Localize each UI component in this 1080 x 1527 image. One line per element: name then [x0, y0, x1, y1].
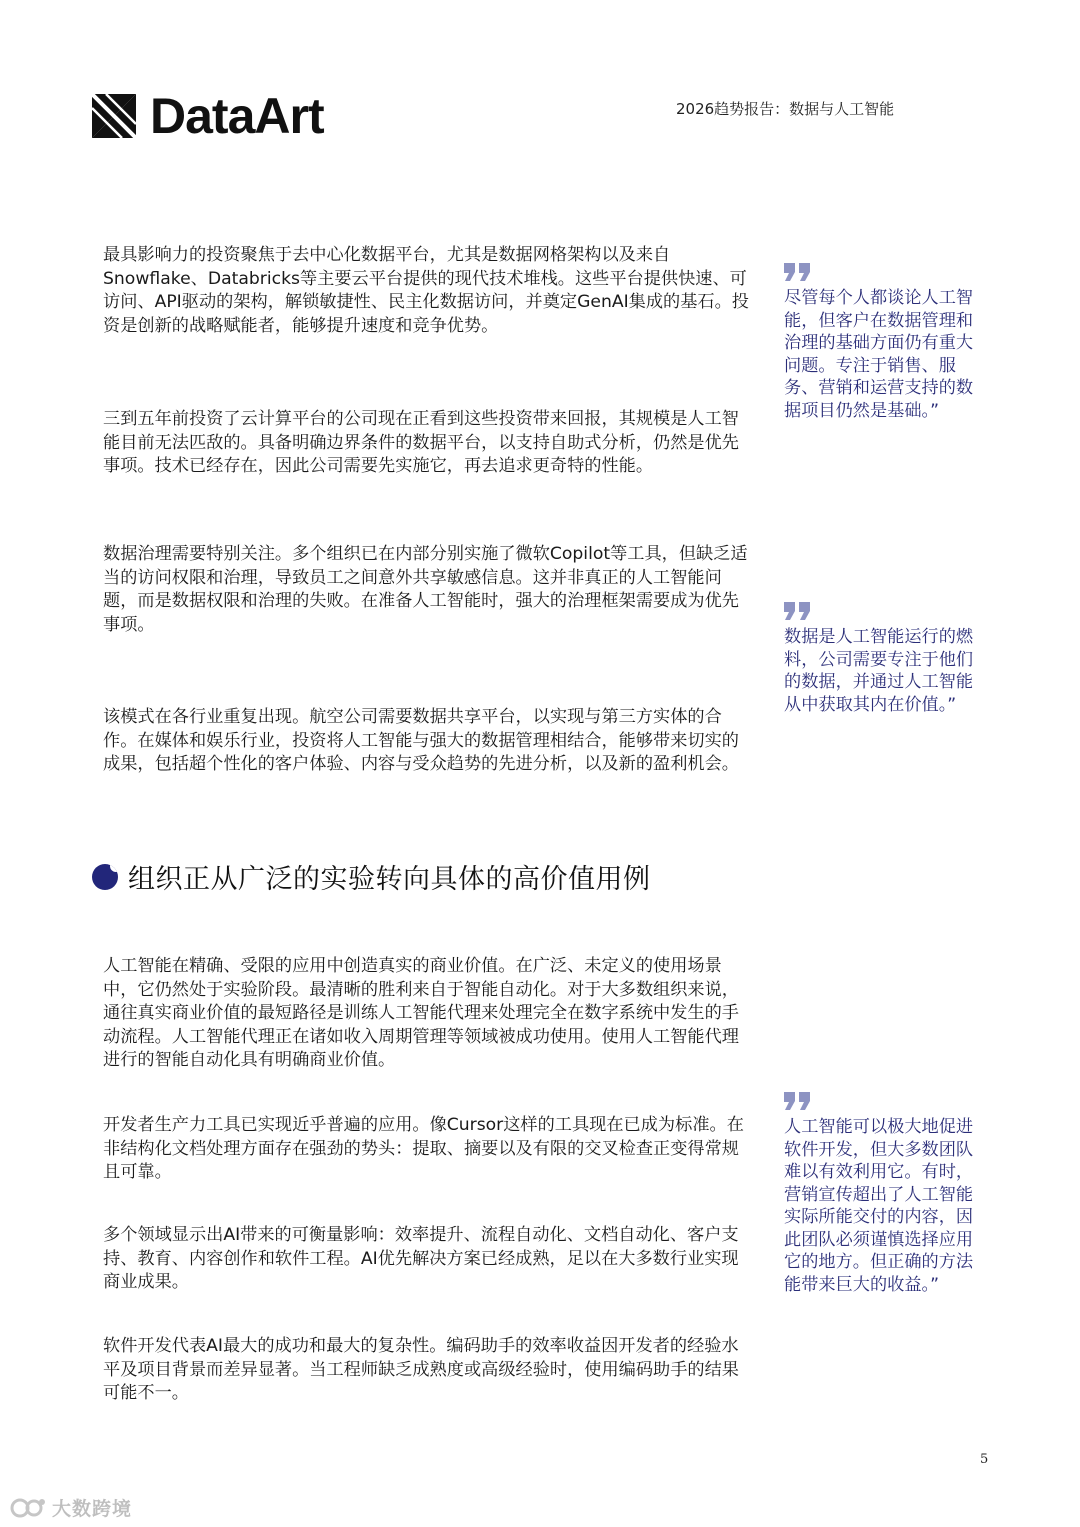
report-title: 2026趋势报告：数据与人工智能	[676, 100, 895, 118]
watermark-logo-icon	[10, 1496, 46, 1520]
logo-text: DataArt	[150, 88, 324, 144]
paragraph-5: 人工智能在精确、受限的应用中创造真实的商业价值。在广泛、未定义的使用场景中，它仍然处于实验阶段。最清晰的胜利来自于智能自动化。对于大多数组织来说，通往真实商业价值的最短路径是训练人工智能代理来处理完全在数字系统中发生的手动流程。人工智能代理正在诸如收入周期管理等领域被成功使用。使用人工智能代理进行的智能自动化具有明确商业价值。	[103, 956, 739, 1070]
dataart-logo-icon	[92, 94, 136, 138]
pull-quote-3	[784, 1092, 984, 1296]
quote-mark-icon	[784, 602, 812, 620]
section-title: 组织正从广泛的实验转向具体的高价值用例	[128, 864, 651, 895]
paragraph-7: 多个领域显示出AI带来的可衡量影响：效率提升、流程自动化、文档自动化、客户支持、教育、内容创作和软件工程。AI优先解决方案已经成熟，足以在大多数行业实现商业成果。	[103, 1225, 739, 1292]
quote-mark-icon	[784, 263, 812, 281]
watermark-text: 大数跨境	[52, 1498, 133, 1520]
watermark	[10, 1494, 132, 1521]
paragraph-8: 软件开发代表AI最大的成功和最大的复杂性。编码助手的效率收益因开发者的经验水平及项目背景而差异显著。当工程师缺乏成熟度或高级经验时，使用编码助手的结果可能不一。	[103, 1336, 739, 1403]
quote-text-1: 尽管每个人都谈论人工智能，但客户在数据管理和治理的基础方面仍有重大问题。专注于销售、服务、营销和运营支持的数据项目仍然是基础。”	[784, 288, 974, 421]
paragraph-4: 该模式在各行业重复出现。航空公司需要数据共享平台，以实现与第三方实体的合作。在媒体和娱乐行业，投资将人工智能与强大的数据管理相结合，能够带来切实的成果，包括超个性化的客户体验、内容与受众趋势的先进分析，以及新的盈利机会。	[103, 707, 739, 774]
quote-text-3: 人工智能可以极大地促进软件开发，但大多数团队难以有效利用它。有时，营销宣传超出了人工智能实际所能交付的内容，因此团队必须谨慎选择应用它的地方。但正确的方法能带来巨大的收益。”	[784, 1117, 974, 1295]
section-heading	[92, 857, 651, 896]
page-number: 5	[980, 1452, 989, 1467]
paragraph-3: 数据治理需要特别关注。多个组织已在内部分别实施了微软Copilot等工具，但缺乏适当的访问权限和治理，导致员工之间意外共享敏感信息。这并非真正的人工智能问题，而是数据权限和治理的失败。在准备人工智能时，强大的治理框架需要成为优先事项。	[103, 544, 748, 635]
pull-quote-1	[784, 263, 984, 422]
paragraph-2: 三到五年前投资了云计算平台的公司现在正看到这些投资带来回报，其规模是人工智能目前无法匹敌的。具备明确边界条件的数据平台，以支持自助式分析，仍然是优先事项。技术已经存在，因此公司需要先实施它，再去追求更奇特的性能。	[103, 409, 739, 476]
quote-mark-icon	[784, 1092, 812, 1110]
paragraph-1: 最具影响力的投资聚焦于去中心化数据平台，尤其是数据网格架构以及来自Snowflake、Databricks等主要云平台提供的现代技术堆栈。这些平台提供快速、可访问、API驱动的架构，解锁敏捷性、民主化数据访问，并奠定GenAI集成的基石。投资是创新的战略赋能者，能够提升速度和竞争优势。	[103, 245, 749, 336]
quote-text-2: 数据是人工智能运行的燃料，公司需要专注于他们的数据，并通过人工智能从中获取其内在价值。”	[784, 627, 974, 715]
paragraph-6: 开发者生产力工具已实现近乎普遍的应用。像Cursor这样的工具现在已成为标准。在非结构化文档处理方面存在强劲的势头：提取、摘要以及有限的交叉检查正变得常规且可靠。	[103, 1115, 744, 1182]
dataart-logo	[92, 88, 324, 144]
pull-quote-2	[784, 602, 984, 716]
section-bullet-icon	[92, 864, 118, 890]
